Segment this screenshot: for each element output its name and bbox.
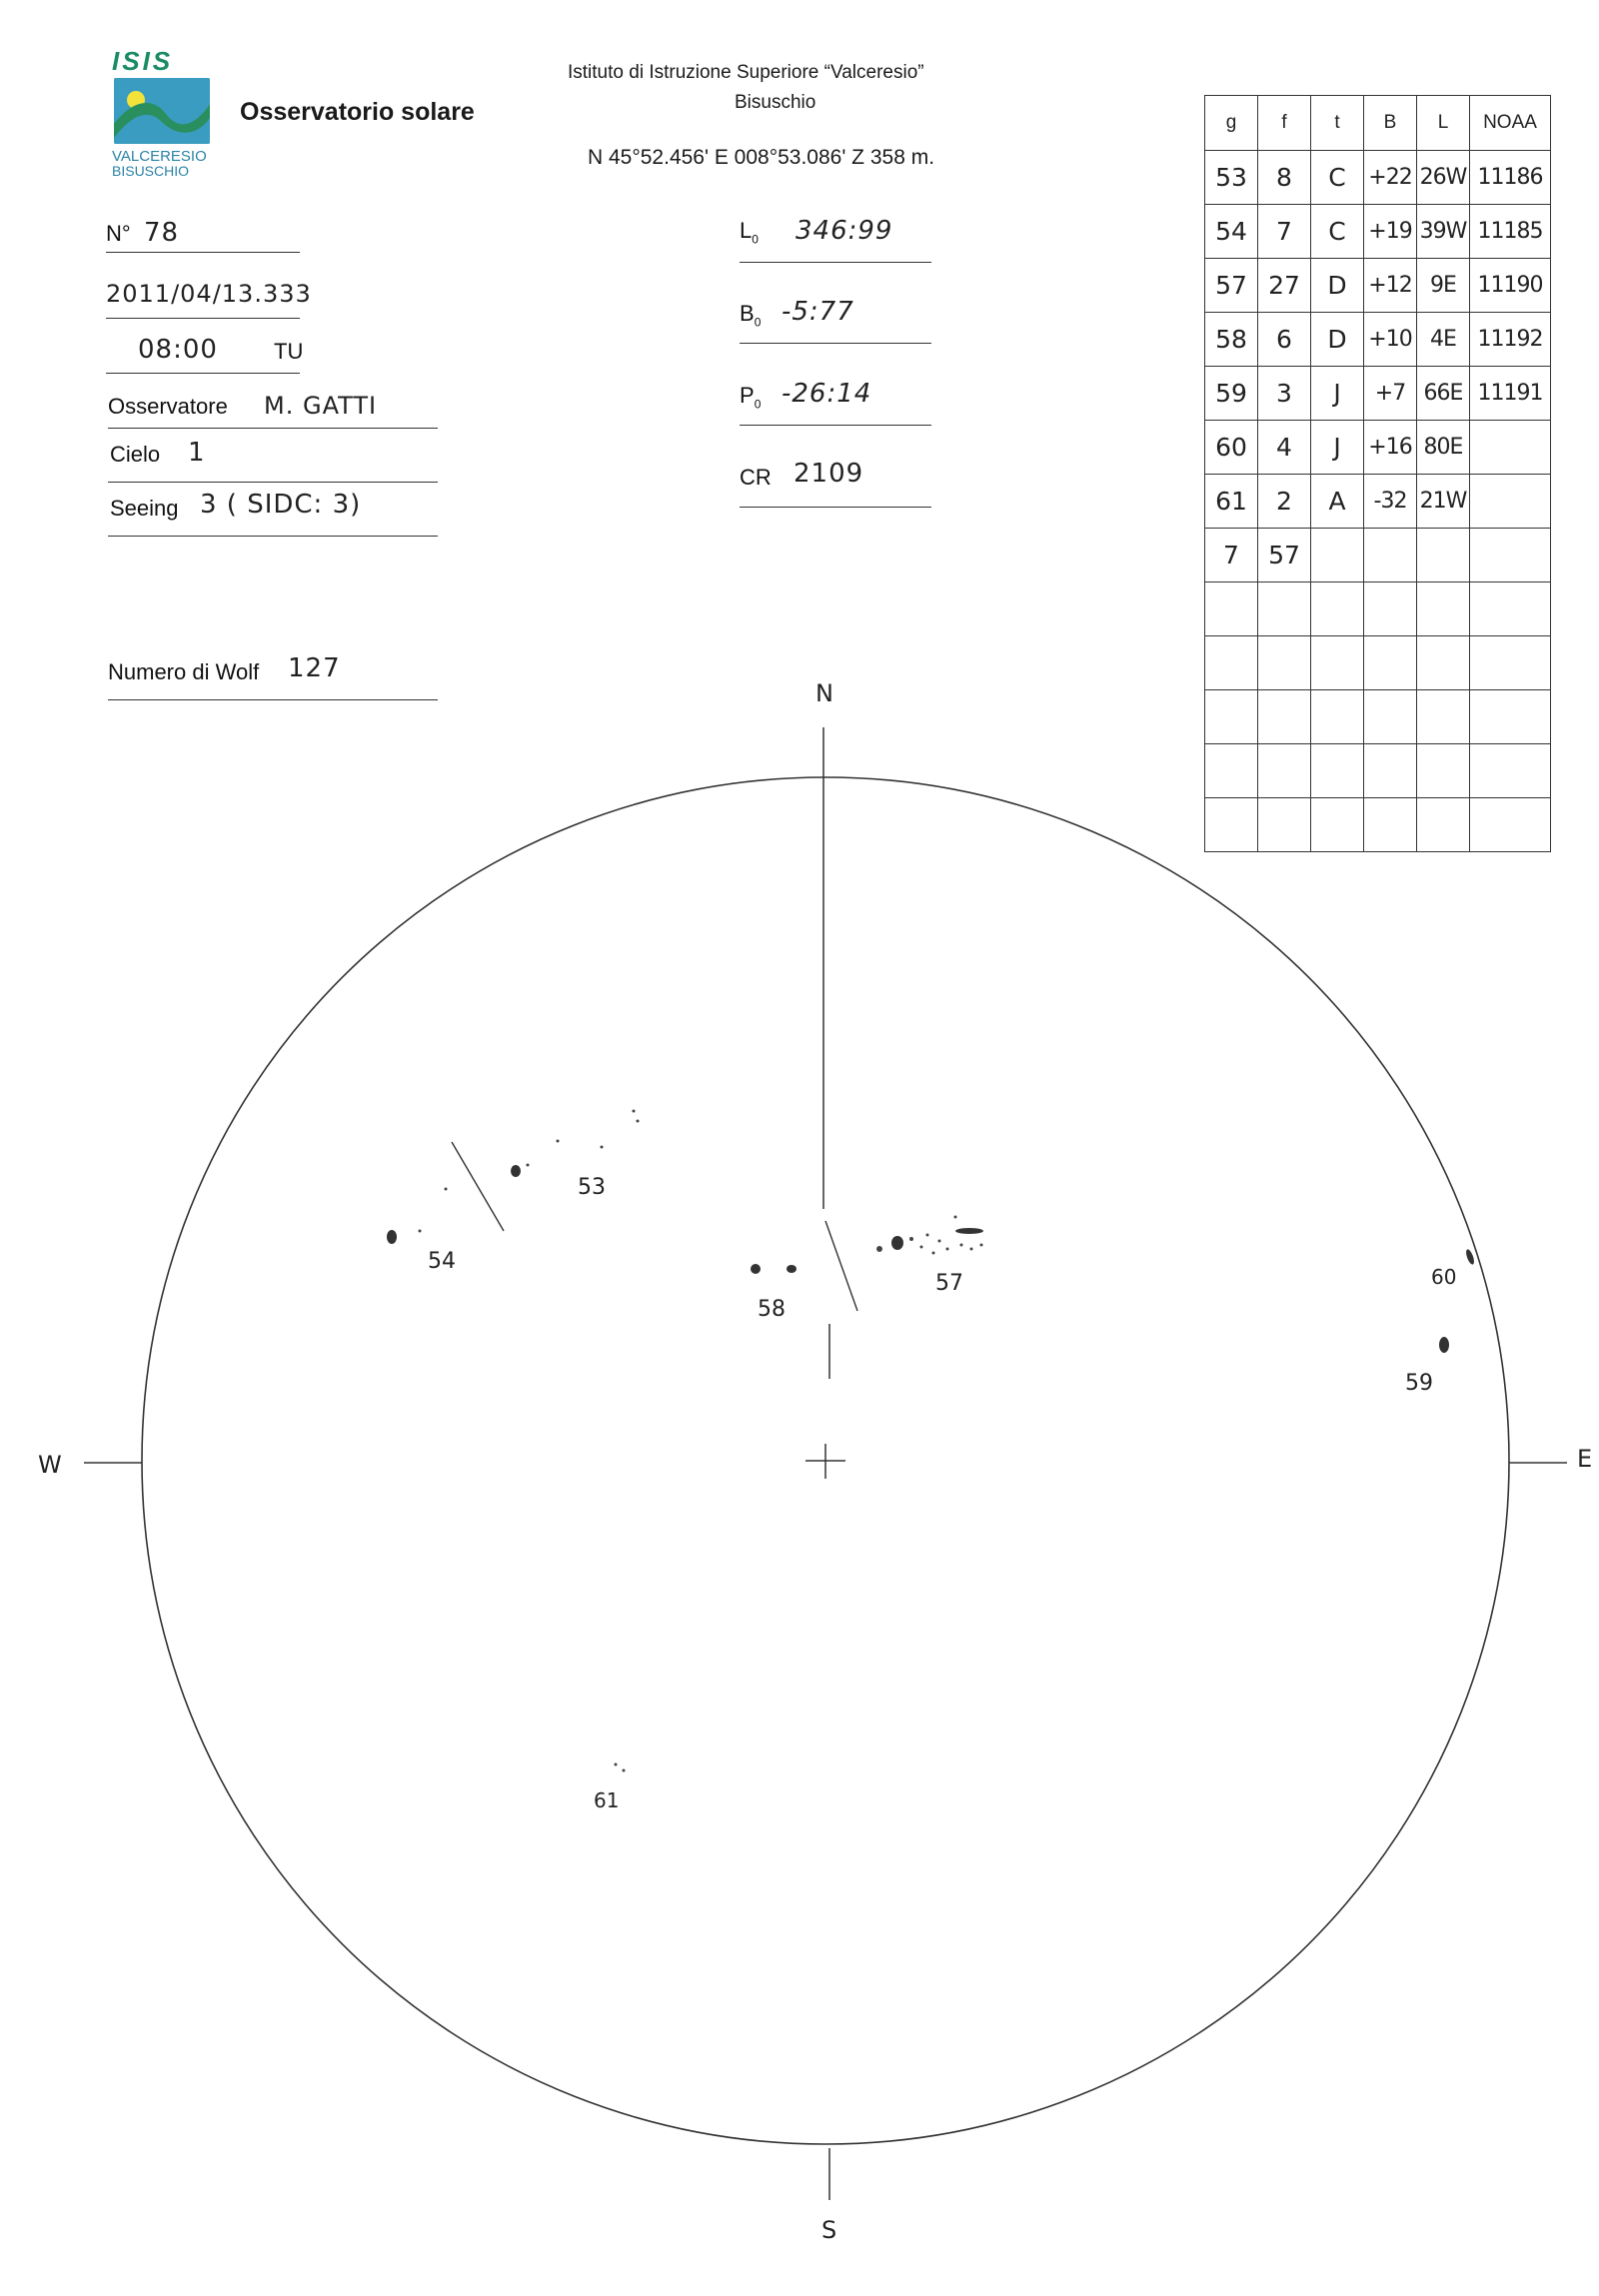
- cell-noaa: 11186: [1470, 151, 1551, 205]
- wolf-number-label: Numero di Wolf: [108, 659, 260, 684]
- cell-f: 3: [1258, 367, 1311, 421]
- observer-value: M. GATTI: [264, 392, 378, 420]
- cell-l: 9E: [1417, 259, 1470, 313]
- cell-l: 39W: [1417, 205, 1470, 259]
- cell-b: +22: [1364, 151, 1417, 205]
- cell-f: 6: [1258, 313, 1311, 367]
- cell-f: 27: [1258, 259, 1311, 313]
- cell-f: 4: [1258, 421, 1311, 475]
- logo-text: ISIS: [112, 46, 174, 76]
- time-value: 08:00: [138, 335, 218, 365]
- header-g: g: [1205, 96, 1258, 151]
- cell-t: A: [1311, 475, 1364, 529]
- header-f: f: [1258, 96, 1311, 151]
- group-label-53: 53: [578, 1175, 606, 1200]
- south-label: S: [821, 2216, 837, 2244]
- group-label-60: 60: [1431, 1265, 1457, 1289]
- sky-label: Cielo: [110, 442, 161, 467]
- group-label-58: 58: [758, 1297, 786, 1322]
- sunspot-group-54: [387, 1230, 422, 1245]
- header-l: L: [1417, 96, 1470, 151]
- p0-label: $P_0$: [740, 383, 762, 412]
- group-label-61: 61: [594, 1788, 620, 1812]
- cell-t: D: [1311, 313, 1364, 367]
- sunspot-group-57: [876, 1216, 983, 1255]
- group-label-57: 57: [935, 1271, 963, 1296]
- number-label: N°: [106, 221, 131, 246]
- cell-b: +19: [1364, 205, 1417, 259]
- cell-b: -32: [1364, 475, 1417, 529]
- institute-town: Bisuschio: [735, 92, 816, 113]
- cell-g: 58: [1205, 313, 1258, 367]
- cell-l: 21W: [1417, 475, 1470, 529]
- north-label: N: [815, 679, 833, 707]
- sky-value: 1: [188, 438, 206, 468]
- header-t: t: [1311, 96, 1364, 151]
- group-label-54: 54: [428, 1249, 456, 1274]
- east-label: E: [1577, 1445, 1593, 1473]
- p0-value: -26:14: [782, 379, 872, 409]
- b0-value: -5:77: [782, 297, 854, 327]
- logo-subtitle: VALCERESIO: [112, 148, 207, 165]
- time-unit: TU: [274, 339, 304, 364]
- cell-f: 7: [1258, 205, 1311, 259]
- sunspot-group-59: [1439, 1337, 1449, 1353]
- seeing-value: 3 ( SIDC: 3): [200, 490, 362, 520]
- wolf-number-value: 127: [288, 653, 341, 683]
- cell-g: 53: [1205, 151, 1258, 205]
- cell-b: +7: [1364, 367, 1417, 421]
- cr-label: CR: [740, 465, 772, 490]
- cell-g: 54: [1205, 205, 1258, 259]
- cell-t: J: [1311, 421, 1364, 475]
- cell-noaa: 11190: [1470, 259, 1551, 313]
- cell-t: C: [1311, 151, 1364, 205]
- observatory-coordinates: N 45°52.456' E 008°53.086' Z 358 m.: [588, 146, 935, 169]
- cr-value: 2109: [794, 459, 864, 489]
- cell-g: 59: [1205, 367, 1258, 421]
- b0-label: $B_0$: [740, 301, 762, 330]
- institute-name: Istituto di Istruzione Superiore “Valceresio”: [568, 62, 924, 83]
- l0-label: $L_0$: [740, 218, 759, 247]
- cell-b: +16: [1364, 421, 1417, 475]
- cell-t: D: [1311, 259, 1364, 313]
- number-value: 78: [144, 218, 180, 248]
- total-groups: 7: [1205, 529, 1258, 582]
- group-divider: [825, 1221, 857, 1311]
- cell-noaa: 11185: [1470, 205, 1551, 259]
- sunspot-group-61: [615, 1763, 626, 1772]
- west-label: W: [38, 1451, 62, 1479]
- cell-l: 80E: [1417, 421, 1470, 475]
- seeing-label: Seeing: [110, 496, 179, 521]
- cell-t: C: [1311, 205, 1364, 259]
- cell-l: 4E: [1417, 313, 1470, 367]
- header-noaa: NOAA: [1470, 96, 1551, 151]
- cell-f: 8: [1258, 151, 1311, 205]
- group-label-59: 59: [1405, 1371, 1433, 1396]
- l0-value: 346:99: [796, 216, 893, 246]
- group-divider: [452, 1142, 504, 1231]
- cell-g: 61: [1205, 475, 1258, 529]
- cell-noaa: 11192: [1470, 313, 1551, 367]
- observer-label: Osservatore: [108, 394, 228, 419]
- cell-l: 66E: [1417, 367, 1470, 421]
- cell-noaa: 11191: [1470, 367, 1551, 421]
- cell-t: J: [1311, 367, 1364, 421]
- total-spots: 57: [1258, 529, 1311, 582]
- cell-f: 2: [1258, 475, 1311, 529]
- header-b: B: [1364, 96, 1417, 151]
- sunspot-group-58: [751, 1264, 797, 1274]
- logo-subtitle-2: BISUSCHIO: [112, 163, 190, 179]
- cell-g: 57: [1205, 259, 1258, 313]
- cell-b: +12: [1364, 259, 1417, 313]
- cell-l: 26W: [1417, 151, 1470, 205]
- date-value: 2011/04/13.333: [106, 280, 312, 308]
- cell-g: 60: [1205, 421, 1258, 475]
- page-title: Osservatorio solare: [240, 98, 475, 126]
- cell-b: +10: [1364, 313, 1417, 367]
- sunspot-group-60: [1464, 1248, 1475, 1265]
